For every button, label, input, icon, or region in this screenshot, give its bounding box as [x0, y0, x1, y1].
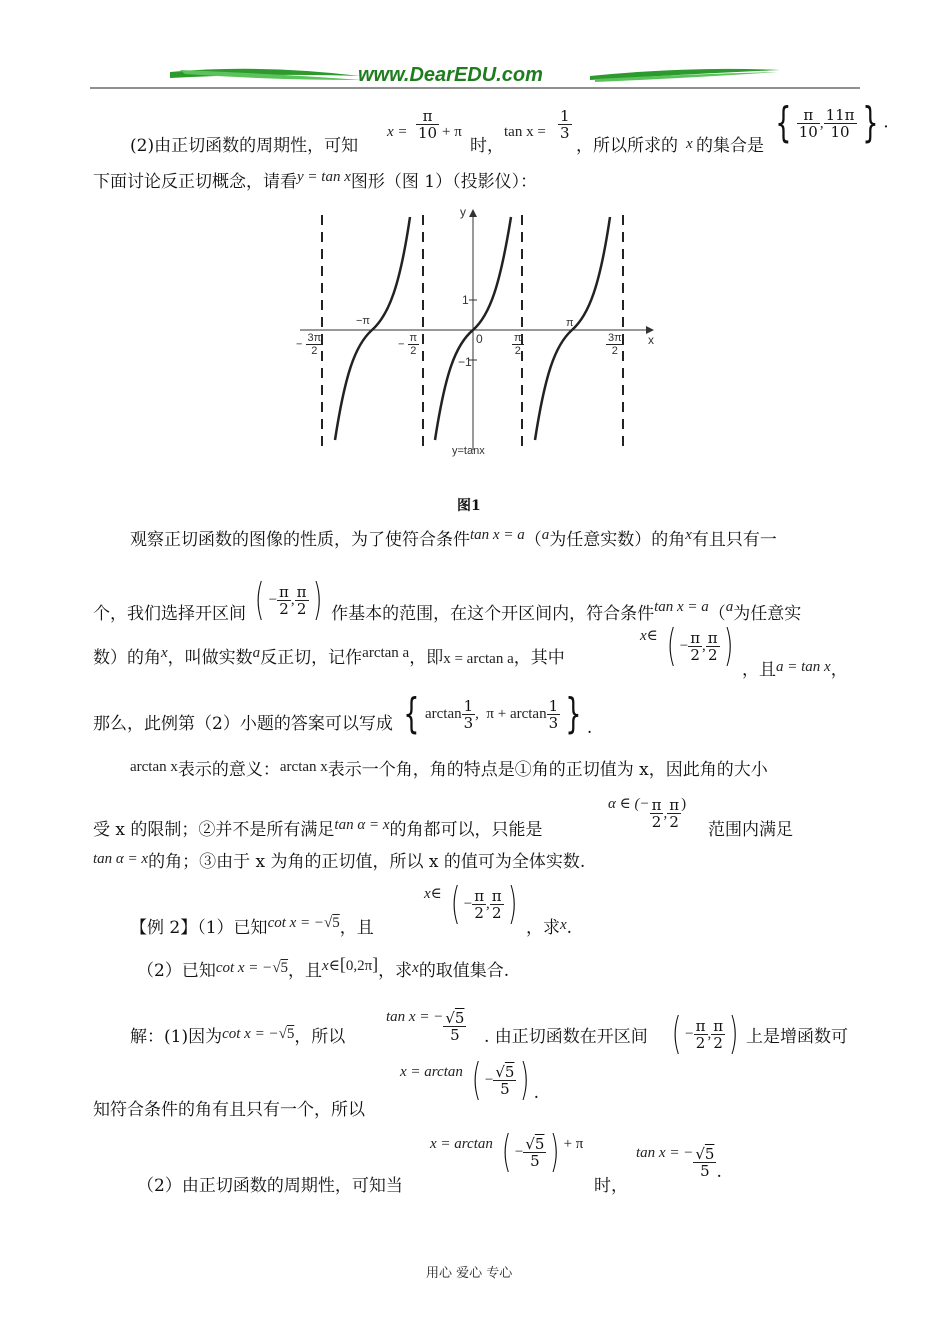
p1-plus-pi: + π	[442, 124, 462, 140]
p4-text-a: 个，我们选择开区间	[93, 603, 246, 624]
p1-x: x	[686, 136, 693, 152]
p9-cond: tan α = x	[93, 851, 149, 867]
paragraph-7	[130, 760, 768, 781]
ex2-text-h: ，求	[378, 961, 413, 981]
y-axis-label: y	[460, 205, 466, 219]
sol-interval: ( − $\frac{\pi}{2}$ , $\frac{\pi}{2}$ )	[671, 1008, 739, 1059]
p1-text-c: 的集合是	[696, 136, 764, 156]
sol-tan: tan x = −	[386, 1008, 444, 1025]
p2-text-a: 下面讨论反正切概念，请看	[93, 172, 297, 192]
sol-text-b: ，所以	[294, 1027, 346, 1047]
sol-period: .	[533, 1083, 539, 1103]
tan-branch-left	[335, 217, 410, 440]
p1-set-frac-b: $\frac{11\pi}{10}$	[825, 105, 855, 141]
ex2-text-d: .	[566, 918, 573, 938]
neg-pi-label: −π	[356, 315, 371, 327]
p1-frac-pi-10	[416, 108, 439, 141]
tick-3pi-2: $\frac{3\pi}{2}$	[608, 332, 622, 357]
ex2-cot: cot x = −	[267, 915, 325, 931]
tick-neg-pi-2: − $\frac{\pi}{2}$	[398, 332, 418, 357]
p6-period: .	[586, 717, 593, 738]
sol-line1-mid: . 由正切函数在开区间	[484, 1027, 648, 1047]
p5-text-c: 反正切，记作	[260, 648, 363, 668]
p5-a-eq: a = tan x	[776, 659, 831, 675]
sol-frac-sqrt5-5-2: $\frac{√5}{5}$	[695, 1145, 715, 1180]
paragraph-5	[93, 645, 565, 669]
figure-caption: 图1	[457, 498, 481, 514]
p1-set-frac-a: $\frac{\pi}{10}$	[798, 105, 818, 141]
paragraph-9	[93, 852, 585, 873]
p8-cond: tan α = x	[334, 817, 390, 833]
y-neg-one-label: −1	[458, 355, 472, 369]
p1-frac-num: π	[422, 107, 433, 125]
sol-tan-group	[386, 1010, 466, 1043]
sol-sqrt5: √5	[278, 1026, 295, 1042]
p5-x: x	[161, 645, 168, 661]
ex2-text-b: ，且	[339, 918, 374, 938]
p5-tail	[742, 660, 848, 681]
sol-frac-sqrt5-5: $\frac{√5}{5}$	[445, 1009, 465, 1044]
sol-line1-tail: 上是增函数可	[746, 1027, 848, 1047]
ex2-part1-tail	[526, 918, 572, 939]
ex2-sqrt5-2: √5	[272, 960, 289, 976]
p8-alpha-group: α ∈ (− $\frac{\pi}{2}$ , $\frac{\pi}{2}$ )	[608, 795, 687, 831]
p8-tail: 范围内满足	[708, 820, 793, 840]
ex2-text-a: （1）已知	[197, 918, 268, 938]
ex2-sqrt5: √5	[324, 915, 340, 931]
p9-text-a: 的角；③由于 x 为角的正切值，所以 x 的值可为全体实数.	[148, 852, 586, 872]
pi-label: π	[566, 317, 574, 329]
header-banner	[90, 62, 860, 92]
solution-line-1	[130, 1027, 345, 1048]
footer: 用心 爱心 专心	[426, 1266, 513, 1281]
p3-text-a: 观察正切函数的图像的性质，为了使符合条件	[130, 530, 470, 550]
p5-text-g: ，	[830, 660, 848, 680]
p1-tanx: tan x =	[504, 124, 546, 140]
ex2-cot-2: cot x = −	[215, 960, 273, 976]
p5-text-f: ，且	[742, 660, 776, 680]
ex2-x: x	[560, 917, 567, 933]
p2-text-b: 图形（图 1）（投影仪）：	[350, 172, 538, 192]
ex2-x-in: x∈	[424, 886, 442, 902]
sol-line3-shi: 时，	[594, 1176, 628, 1196]
p1-left-brace: {	[775, 98, 792, 147]
sol-line3	[137, 1176, 403, 1196]
p1-text-b: ，所以所求的	[576, 136, 678, 156]
sol-x-eq: x = arctan	[400, 1064, 463, 1080]
p5-x-in: x∈	[640, 628, 658, 644]
p5-a-var: a	[252, 645, 261, 661]
origin-label: 0	[476, 332, 483, 346]
ex2-interval-group: x∈ ( − $\frac{\pi}{2}$ , $\frac{\pi}{2}$ )	[424, 878, 517, 929]
sol-arctan-group	[400, 1054, 539, 1105]
figure-1	[290, 205, 670, 465]
p4-text-b: 作基本的范围，在这个开区间内，符合条件	[331, 603, 655, 624]
p4-cond: tan x = a	[654, 598, 709, 615]
site-name: www.DearEDU.com	[358, 64, 543, 86]
sol-line2-text: 知符合条件的角有且只有一个，所以	[93, 1100, 365, 1120]
p8-alpha-in: α ∈ (−	[608, 795, 650, 812]
p1-frac-1-3	[558, 108, 572, 141]
p1-set	[770, 98, 889, 147]
p7-arctan-x-2: arctan x	[279, 759, 328, 775]
sol-cot: cot x = −	[222, 1026, 279, 1042]
paragraph-2	[93, 169, 538, 193]
sol-arctan-arg-2: ( − $\frac{√5}{5}$ )	[501, 1126, 560, 1177]
p5-interval-group	[640, 620, 737, 671]
sol-x-eq-2: x = arctan	[430, 1136, 493, 1152]
p1-frac-den: 10	[418, 124, 438, 142]
p5-arctan: arctan a	[362, 645, 410, 661]
curve-label: y=tanx	[452, 445, 485, 457]
paragraph-6	[93, 689, 593, 738]
ex2-x-2: x	[412, 960, 419, 976]
example-2-part-1	[130, 915, 374, 939]
p5-text-b: ，叫做实数	[167, 648, 253, 668]
p6-set: { arctan $\frac{1}{3}$ , π + arctan $\frac{1}{3}$ }	[403, 689, 582, 738]
p1-x-eq: x =	[387, 124, 408, 140]
ex2-text-i: 的取值集合.	[418, 961, 510, 981]
ex2-label: 【例 2】	[130, 918, 198, 938]
p1-period: .	[883, 112, 889, 133]
p3-text-b: （	[524, 530, 542, 550]
p4-interval: ( − $\frac{\pi}{2}$ , $\frac{\pi}{2}$ )	[255, 574, 322, 625]
p5-x-eq: x = arctan a	[443, 651, 514, 667]
paragraph-4	[93, 574, 802, 625]
sol-text-g: （2）由正切函数的周期性，可知当	[137, 1176, 403, 1196]
p1-frac2-den: 3	[560, 124, 570, 142]
ex2-text-f: ，且	[288, 961, 323, 981]
p5-text-d: ，即	[409, 648, 444, 668]
p3-x: x	[685, 527, 692, 543]
p2-eq: y = tan x	[297, 169, 351, 185]
p5-text-e: ，其中	[513, 648, 565, 668]
sol-period-2: .	[716, 1161, 722, 1182]
p3-a-var: a	[541, 527, 550, 543]
tick-neg-3pi-2: − $\frac{3\pi}{2}$	[296, 332, 322, 357]
p4-text-c: （	[708, 603, 726, 624]
paragraph-8	[93, 817, 543, 841]
sol-tan-group-2	[636, 1144, 722, 1182]
ex2-x-in-2: x∈	[322, 958, 340, 974]
p5-text-a: 数）的角	[93, 648, 161, 668]
p1-right-brace: }	[861, 98, 878, 147]
p7-text-a: 表示的意义：	[177, 760, 280, 780]
p3-text-d: 有且只有一	[691, 530, 777, 550]
paragraph-3	[130, 527, 777, 551]
p1-set-comma: ,	[819, 115, 824, 132]
ex2-text-e: （2）已知	[137, 961, 216, 981]
p4-text-d: 为任意实	[733, 603, 802, 624]
sol-text-a: 解：(1)因为	[130, 1027, 223, 1047]
p8-text-a: 受 x 的限制；②并不是所有满足	[93, 820, 335, 840]
x-axis-label: x	[648, 333, 654, 347]
example-2-part-2: （2）已知cot x = −√5，且x∈[0,2π]，求x的取值集合.	[137, 954, 510, 981]
y-axis-arrow	[469, 209, 477, 217]
p3-text-c: 为任意实数）的角	[549, 530, 686, 550]
p1-text-a: (2)由正切函数的周期性，可知	[130, 136, 359, 156]
p6-text-a: 那么，此例第（2）小题的答案可以写成	[93, 713, 393, 734]
sol-tan-2: tan x = −	[636, 1144, 694, 1161]
ex2-interval: 0,2π	[345, 958, 373, 974]
sol-arctan-arg: ( − $\frac{√5}{5}$ )	[471, 1054, 530, 1105]
p3-cond: tan x = a	[470, 527, 525, 543]
tick-pi-2: $\frac{\pi}{2}$	[514, 332, 522, 357]
p7-text-b: 表示一个角，角的特点是①角的正切值为 x，因此角的大小	[327, 760, 768, 780]
p4-a-var: a	[725, 598, 734, 615]
p1-frac2-num: 1	[560, 107, 570, 125]
y-one-label: 1	[462, 293, 469, 307]
p8-text-b: 的角都可以，只能是	[389, 820, 543, 840]
sol-plus-pi: + π	[563, 1136, 584, 1152]
p1-shi: 时，	[470, 136, 504, 156]
sol-arctan-group-2	[430, 1126, 584, 1177]
p5-interval: ( − $\frac{\pi}{2}$ , $\frac{\pi}{2}$ )	[666, 620, 733, 671]
p7-arctan-x: arctan x	[130, 759, 178, 775]
ex2-text-c: ，求	[526, 918, 560, 938]
